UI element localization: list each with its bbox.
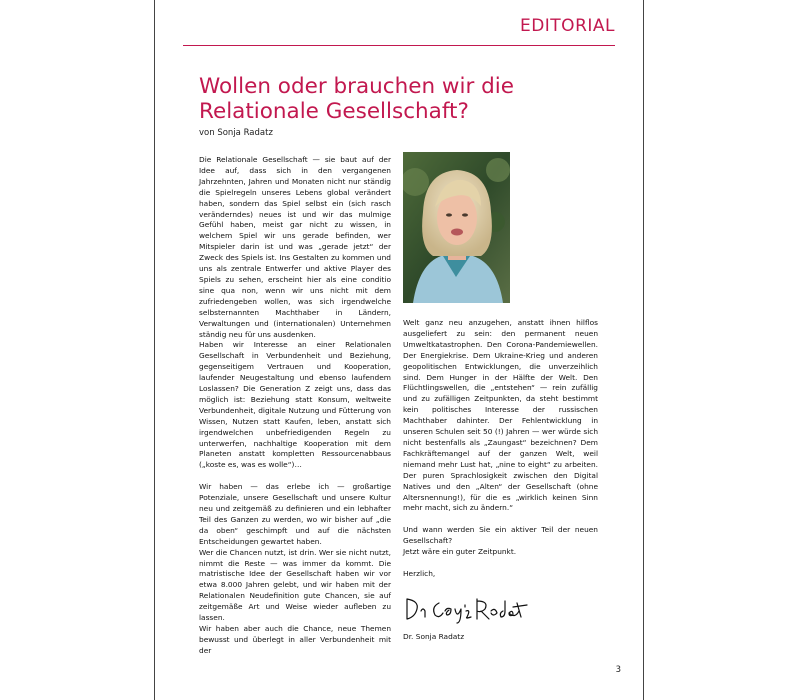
paragraph: Wir haben aber auch die Chance, neue Themen bewusst und überlegt in aller Verbundenheit mit der <box>199 623 391 655</box>
signer-name: Dr. Sonja Radatz <box>403 632 465 641</box>
paragraph: Die Relationale Gesellschaft — sie baut auf der Idee auf, dass sich in den vergangenen Jahrzehnten, Jahren und Monaten nicht nur ständig die Spielregeln unseres Lebens global verändert haben, sondern das Spiel selbst ein (sich rasch veränderndes) neues ist und wir das mulmige Gefühl haben, meist gar nicht zu wissen, in welchem Spiel wir uns gerade befinden, wer Mitspieler darin ist und was „gerade jetzt“ der Zweck des Spiels ist. Ins Gestalten zu kommen und uns als zentrale Entwerfer und aktive Player des Spiels zu sehen, erscheint hier als eine conditio sine qua non, wenn wir uns nicht mit dem zufriedengeben wollen, was sich irgendwelche selbsternannten Machthaber in Ländern, Verwaltungen und (internationalen) Unternehmen ständig neu für uns ausdenken. <box>199 155 391 339</box>
paragraph: Haben wir Interesse an einer Relationalen Gesellschaft in Verbundenheit und Beziehung, gegenseitigem Vertrauen und Kooperation, laufender Neugestaltung und ebenso laufendem Loslassen? Die Generation Z zeigt uns, dass das möglich ist: Beziehung statt Konsum, weltweite Verbundenheit, digitale Nutzung und Fütterung von Wissen, Nutzen statt Kaufen, leben, anstatt sich irgendwelchen unbefriedigenden Regeln zu unterwerfen, nachhaltige Kooperation mit dem Planeten anstatt kompletten Ressourcenabbaus („koste es, was es wolle“)… <box>199 340 391 470</box>
page-number: 3 <box>615 665 621 675</box>
left-column <box>199 155 391 657</box>
right-column <box>403 318 598 580</box>
paragraph: Und wann werden Sie ein aktiver Teil der neuen Gesellschaft? <box>403 525 598 546</box>
paragraph: Welt ganz neu anzugehen, anstatt ihnen hilflos ausgeliefert zu sein: den permanent neuen Umweltkatastrophen. Den Corona-Pandemiewellen. Der Energiekrise. Dem Ukraine-Krieg und anderen geopolitischen Entwicklungen, die unverzeihlich sind. Dem Hunger in der Hälfte der Welt. Den Flüchtlingswellen, die „entstehen“ — rein zufällig und zu zufälligen Zeitpunkten, da steht bestimmt kein politisches Interesse der russischen Machthaber dahinter. Der Fehlentwicklung in unseren Schulen seit 50 (!) Jahren — wer würde sich nicht bestenfalls als „Zaungast“ bezeichnen? Dem Fachkräftemangel auf der ganzen Welt, weil niemand mehr Lust hat, „nine to eight“ zu arbeiten. Der puren Sprachlosigkeit zwischen den Digital Natives und den „Alten“ der Gesellschaft (ohne Altersnennung!), für die es „wirklich keinen Sinn mehr macht, sich zu ändern.“ <box>403 318 598 513</box>
paragraph: Wir haben — das erlebe ich — großartige Potenziale, unsere Gesellschaft und unsere Kultur neu und zeitgemäß zu definieren und ein lebhafter Teil des Ganzen zu werden, wo wir bisher auf „die da oben“ geschimpft und auf die nächsten Entscheidungen gewartet haben. <box>199 482 391 546</box>
header-rule <box>183 45 615 46</box>
title-line-2: Relationale Gesellschaft? <box>199 99 469 124</box>
paragraph: Herzlich, <box>403 568 436 578</box>
section-label: EDITORIAL <box>519 16 615 36</box>
paragraph: Jetzt wäre ein guter Zeitpunkt. <box>403 547 517 557</box>
byline: von Sonja Radatz <box>199 128 273 138</box>
title-line-1: Wollen oder brauchen wir die <box>199 74 514 99</box>
magazine-page <box>154 0 644 700</box>
article-title <box>199 74 619 124</box>
paragraph: Wer die Chancen nutzt, ist drin. Wer sie nicht nutzt, nimmt die Reste — was immer da kommt. Die matristische Idee der Gesellschaft haben wir vor etwa 8.000 Jahren gelebt, und wir haben mit der Relationalen Neudefinition gute Chancen, sie auf zeitgemäße Art und Weise wieder aufleben zu lassen. <box>199 547 391 623</box>
handwritten-signature <box>403 593 533 625</box>
author-photo <box>403 152 510 303</box>
